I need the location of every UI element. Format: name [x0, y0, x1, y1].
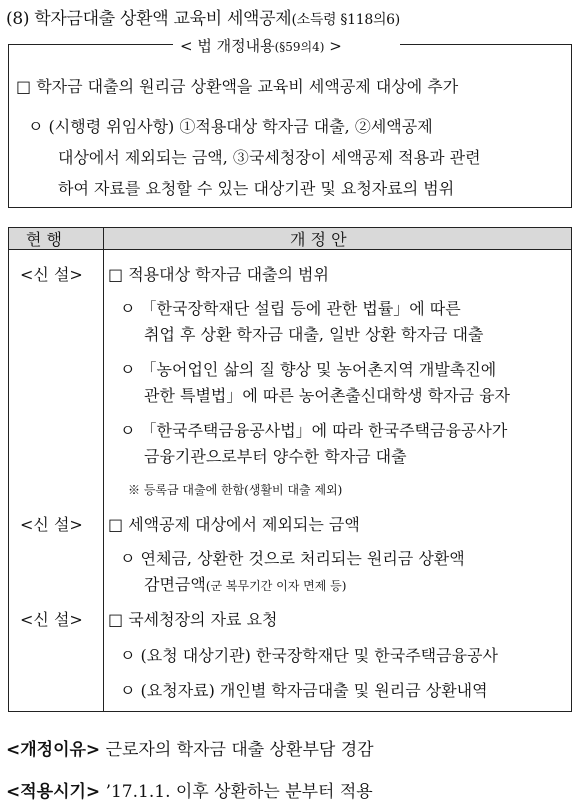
date-label: <적용시기>	[6, 782, 101, 802]
summary-line-3: 대상에서 제외되는 금액, ③국세청장이 세액공제 적용과 관련	[58, 148, 481, 167]
effective-date	[6, 777, 373, 802]
summary-border-right	[400, 44, 572, 45]
header-revision: 개 정 안	[290, 230, 347, 249]
revision-reason	[6, 735, 374, 760]
current-label-2: <신 설>	[20, 515, 83, 534]
reason-text: 근로자의 학자금 대출 상환부담 경감	[100, 740, 374, 760]
section-title-main: (8) 학자금대출 상환액 교육비 세액공제	[6, 9, 292, 29]
item1-bullet2-line2: 관한 특별법」에 따른 농어촌출신대학생 학자금 융자	[144, 386, 511, 405]
item2-title: □ 세액공제 대상에서 제외되는 금액	[108, 515, 360, 534]
summary-line-1: □ 학자금 대출의 원리금 상환액을 교육비 세액공제 대상에 추가	[16, 77, 459, 96]
date-text: ’17.1.1. 이후 상환하는 분부터 적용	[100, 782, 373, 802]
summary-border-left	[8, 44, 173, 45]
item2-bullet1-note: (군 복무기간 이자 면제 등)	[205, 579, 347, 593]
item3-bullet2: ㅇ (요청자료) 개인별 학자금대출 및 원리금 상환내역	[120, 681, 488, 700]
item2-bullet1-line2	[144, 572, 346, 595]
summary-heading-end: >	[324, 37, 342, 55]
item1-bullet1-line2: 취업 후 상환 학자금 대출, 일반 상환 학자금 대출	[144, 325, 484, 344]
summary-line-4: 하여 자료를 요청할 수 있는 대상기관 및 요청자료의 범위	[58, 179, 455, 198]
summary-heading	[180, 35, 342, 56]
section-title-sub: (소득령 §118의6)	[291, 12, 400, 28]
column-divider	[103, 228, 104, 711]
item1-bullet2-line1: ㅇ 「농어업인 삶의 질 향상 및 농어촌지역 개발촉진에	[120, 360, 497, 379]
item3-bullet1: ㅇ (요청 대상기관) 한국장학재단 및 한국주택금융공사	[120, 646, 498, 665]
item1-bullet3-line2: 금융기관으로부터 양수한 학자금 대출	[144, 447, 407, 466]
current-label-1: <신 설>	[20, 265, 83, 284]
summary-heading-main: < 법 개정내용	[180, 37, 275, 55]
item2-bullet1-line1: ㅇ 연체금, 상환한 것으로 처리되는 원리금 상환액	[120, 549, 465, 568]
header-current: 현 행	[26, 230, 62, 249]
item1-title: □ 적용대상 학자금 대출의 범위	[108, 265, 329, 284]
summary-line-2: ㅇ (시행령 위임사항) ①적용대상 학자금 대출, ②세액공제	[28, 117, 433, 136]
reason-label: <개정이유>	[6, 740, 101, 760]
item1-note: ※ 등록금 대출에 한함(생활비 대출 제외)	[128, 483, 343, 497]
item1-bullet3-line1: ㅇ 「한국주택금융공사법」에 따라 한국주택금융공사가	[120, 421, 508, 440]
item1-bullet1-line1: ㅇ 「한국장학재단 설립 등에 관한 법률」에 따른	[120, 299, 461, 318]
section-title	[6, 4, 400, 29]
item2-bullet1-text: 감면금액	[144, 575, 206, 594]
item3-title: □ 국세청장의 자료 요청	[108, 610, 278, 629]
current-label-3: <신 설>	[20, 610, 83, 629]
summary-heading-sub: (§59의4)	[274, 40, 325, 54]
